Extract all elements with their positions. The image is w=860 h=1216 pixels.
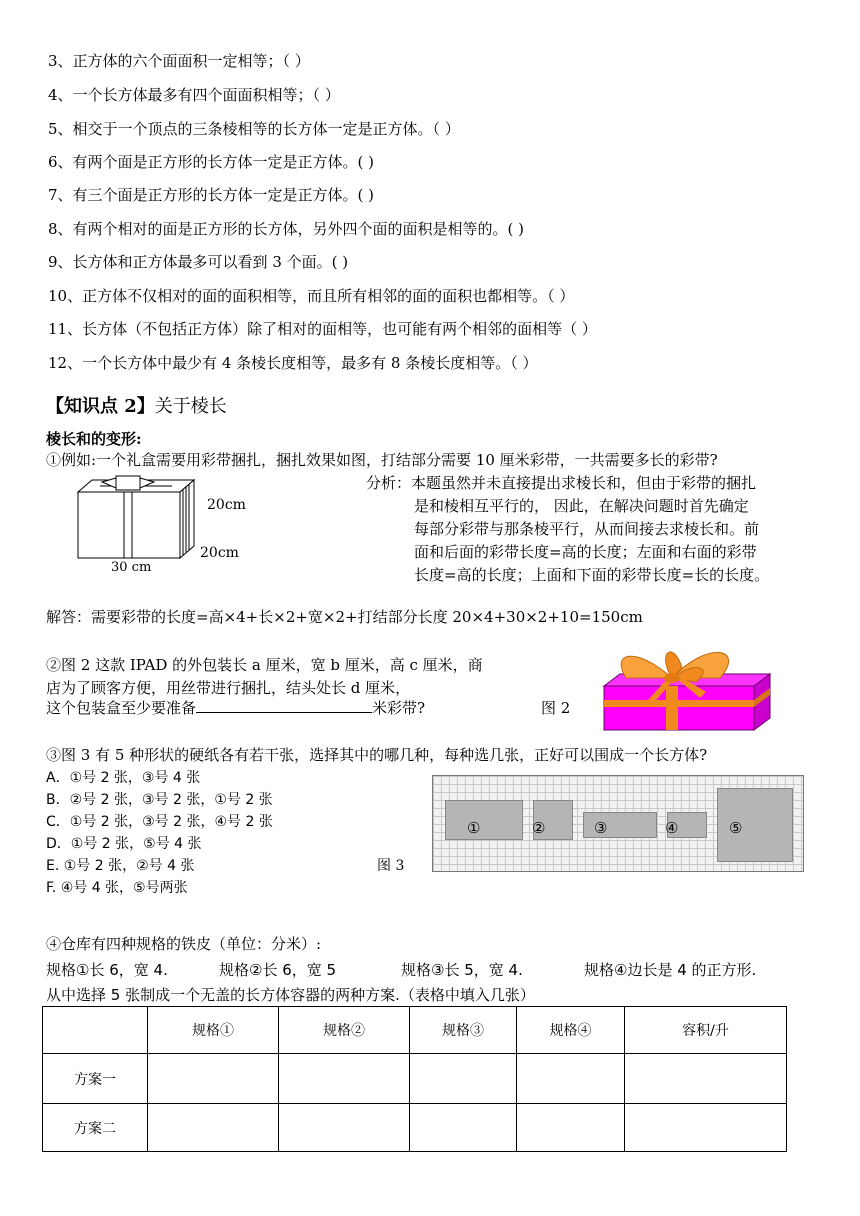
table-cell[interactable]: [625, 1054, 787, 1104]
judgment-4: 4、一个长方体最多有四个面面积相等；（ ）: [48, 86, 340, 104]
option-f: F. ④号 4 张，⑤号两张: [46, 880, 188, 896]
shape-5-label: ⑤: [729, 819, 743, 837]
table-header-cell: 规格②: [279, 1007, 410, 1054]
judgment-6: 6、有两个面是正方形的长方体一定是正方体。( ): [48, 153, 375, 171]
spec-2: 规格②长 6，宽 5: [219, 961, 337, 979]
table-header-cell: 规格①: [148, 1007, 279, 1054]
figure-3-label: 图 3: [377, 858, 405, 874]
example4-title: ④仓库有四种规格的铁皮（单位：分米）:: [46, 935, 322, 953]
table-header-cell: [43, 1007, 148, 1054]
judgment-9: 9、长方体和正方体最多可以看到 3 个面。( ): [48, 253, 349, 271]
example2-line-3-suffix: 米彩带?: [372, 699, 426, 717]
gift-box-figure: [72, 474, 202, 566]
table-cell[interactable]: [517, 1104, 625, 1152]
option-e: E. ①号 2 张，②号 4 张: [46, 858, 195, 874]
judgment-11: 11、长方体（不包括正方体）除了相对的面相等，也可能有两个相邻的面相等（ ）: [48, 320, 597, 338]
shapes-grid-figure: [432, 775, 804, 872]
table-header-row: [43, 1007, 787, 1054]
dim-width-label: 20cm: [200, 545, 239, 561]
example2-line-3: [46, 697, 425, 718]
judgment-3: 3、正方体的六个面面积一定相等；（ ）: [48, 52, 310, 70]
spec-3: 规格③长 5，宽 4.: [401, 961, 523, 979]
example2-line-3-prefix: 这个包装盒至少要准备: [46, 699, 197, 717]
analysis-line-5: 长度=高的长度；上面和下面的彩带长度=长的长度。: [414, 566, 770, 584]
table-cell[interactable]: [148, 1104, 279, 1152]
figure-2-label: 图 2: [541, 699, 571, 717]
table-cell[interactable]: [517, 1054, 625, 1104]
shape-1: [445, 800, 523, 840]
section-heading-bracket: 【知识点 2】: [46, 396, 155, 417]
analysis-line-2: 是和棱相互平行的， 因此，在解决问题时首先确定: [414, 497, 749, 515]
analysis-line-4: 面和后面的彩带长度=高的长度；左面和右面的彩带: [414, 543, 757, 561]
shape-3-label: ③: [594, 819, 608, 837]
dim-height-label: 20cm: [207, 497, 246, 513]
table-header-cell: 规格④: [517, 1007, 625, 1054]
dim-length-label: 30 cm: [111, 560, 152, 575]
analysis-line-1: 分析：本题虽然并未直接提出求棱长和，但由于彩带的捆扎: [366, 474, 757, 492]
analysis-line-3: 每部分彩带与那条棱平行，从而间接去求棱长和。前: [414, 520, 760, 538]
spec-4: 规格④边长是 4 的正方形.: [584, 961, 757, 979]
judgment-5: 5、相交于一个顶点的三条棱相等的长方体一定是正方体。（ ）: [48, 120, 460, 138]
judgment-8: 8、有两个相对的面是正方形的长方体，另外四个面的面积是相等的。( ): [48, 220, 525, 238]
subheading: 棱长和的变形:: [46, 430, 142, 448]
table-cell[interactable]: [625, 1104, 787, 1152]
shape-4-label: ④: [665, 819, 679, 837]
judgment-7: 7、有三个面是正方形的长方体一定是正方体。( ): [48, 186, 375, 204]
table-header-cell: 规格③: [410, 1007, 517, 1054]
table-header-cell: 容积/升: [625, 1007, 787, 1054]
section-heading: [46, 392, 227, 418]
table-cell[interactable]: [279, 1054, 410, 1104]
row-label: 方案二: [43, 1104, 148, 1152]
spec-1: 规格①长 6，宽 4.: [46, 961, 168, 979]
example2-line-2: 店为了顾客方便，用丝带进行捆扎，结头处长 d 厘米，: [46, 679, 411, 697]
option-c: C．①号 2 张，③号 2 张，④号 2 张: [46, 814, 273, 830]
example4-instruction: 从中选择 5 张制成一个无盖的长方体容器的两种方案.（表格中填入几张）: [46, 986, 535, 1004]
row-label: 方案一: [43, 1054, 148, 1104]
table-cell[interactable]: [148, 1054, 279, 1104]
judgment-10: 10、正方体不仅相对的面的面积相等，而且所有相邻的面的面积也都相等。（ ）: [48, 287, 575, 305]
plan-table: [42, 1006, 787, 1152]
judgment-12: 12、一个长方体中最少有 4 条棱长度相等，最多有 8 条棱长度相等。（ ）: [48, 354, 538, 372]
table-cell[interactable]: [410, 1104, 517, 1152]
answer-blank[interactable]: [196, 698, 372, 713]
example3-question: ③图 3 有 5 种形状的硬纸各有若干张，选择其中的哪几种，每种选几张，正好可以围成一个长方体?: [46, 746, 708, 764]
example1-answer: 解答：需要彩带的长度=高×4+长×2+宽×2+打结部分长度 20×4+30×2+10=150cm: [46, 608, 643, 626]
option-a: A．①号 2 张，③号 4 张: [46, 770, 201, 786]
example2-line-1: ②图 2 这款 IPAD 的外包装长 a 厘米，宽 b 厘米，高 c 厘米，商: [46, 656, 483, 674]
shape-1-label: ①: [467, 819, 481, 837]
table-row: [43, 1104, 787, 1152]
table-row: [43, 1054, 787, 1104]
table-cell[interactable]: [279, 1104, 410, 1152]
table-cell[interactable]: [410, 1054, 517, 1104]
option-b: B．②号 2 张，③号 2 张，①号 2 张: [46, 792, 273, 808]
example1-question: ①例如:一个礼盒需要用彩带捆扎，捆扎效果如图，打结部分需要 10 厘米彩带，一共需要多长的彩带?: [46, 451, 718, 469]
gift-box-color-figure: [596, 638, 778, 734]
option-d: D．①号 2 张，⑤号 4 张: [46, 836, 202, 852]
section-heading-text: 关于棱长: [154, 396, 227, 417]
shape-2-label: ②: [532, 819, 546, 837]
